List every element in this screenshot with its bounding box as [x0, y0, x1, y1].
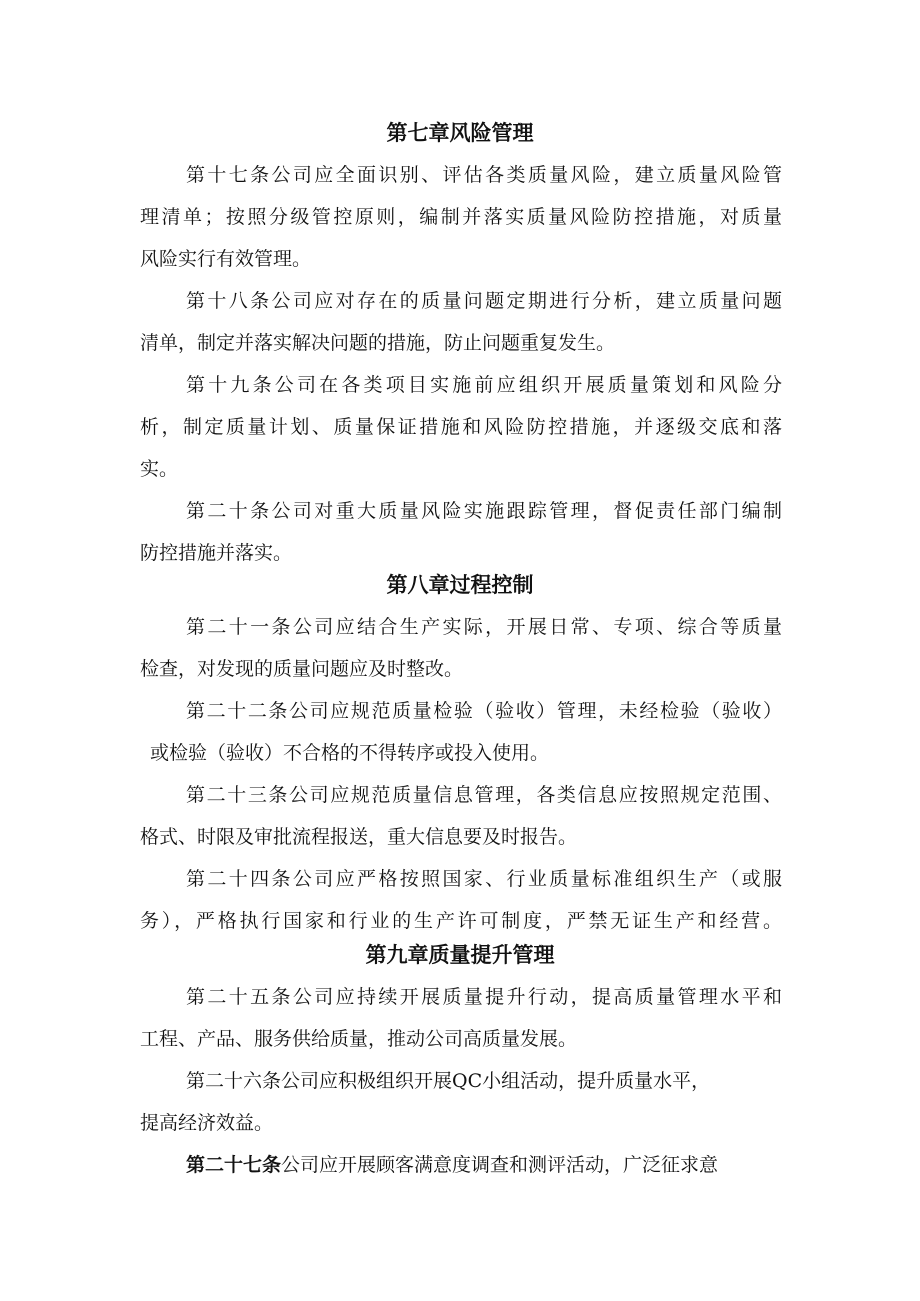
- paragraph-line: 或检验（验收）不合格的不得转序或投入使用。: [150, 742, 550, 764]
- chapter-heading: 第八章过程控制: [386, 573, 534, 597]
- paragraph-line: 清单，制定并落实解决问题的措施，防止问题重复发生。: [140, 332, 616, 354]
- paragraph-line: 务），严格执行国家和行业的生产许可制度，严禁无证生产和经营。: [140, 910, 782, 932]
- paragraph-line: [186, 1150, 782, 1180]
- article-text: 公司应开展顾客满意度调查和测评活动，广泛征求意: [281, 1154, 719, 1176]
- chapter-heading: 第七章风险管理: [386, 121, 534, 145]
- paragraph-line: 第二十二条公司应规范质量检验（验收）管理，未经检验（验收）: [186, 700, 782, 722]
- paragraph-line: 防控措施并落实。: [140, 542, 293, 564]
- paragraph-line: 检查，对发现的质量问题应及时整改。: [140, 658, 464, 680]
- paragraph-line: 第十七条公司应全面识别、评估各类质量风险，建立质量风险管: [186, 164, 782, 186]
- paragraph-line: 析，制定质量计划、质量保证措施和风险防控措施，并逐级交底和落: [140, 416, 782, 438]
- paragraph-line: 第二十四条公司应严格按照国家、行业质量标准组织生产（或服: [186, 868, 782, 890]
- paragraph-line: 实。: [140, 458, 179, 480]
- article-number: 第二十七条: [186, 1154, 282, 1176]
- paragraph-line: 风险实行有效管理。: [140, 248, 312, 270]
- paragraph-line: 工程、产品、服务供给质量，推动公司高质量发展。: [140, 1028, 578, 1050]
- paragraph-line: 第二十六条公司应积极组织开展QC小组活动，提升质量水平，: [186, 1070, 711, 1092]
- paragraph-line: 格式、时限及审批流程报送，重大信息要及时报告。: [140, 826, 578, 848]
- paragraph-line: 第十九条公司在各类项目实施前应组织开展质量策划和风险分: [186, 374, 782, 396]
- paragraph-line: 提高经济效益。: [140, 1112, 274, 1134]
- chapter-heading: 第九章质量提升管理: [365, 943, 555, 967]
- paragraph-line: 第二十条公司对重大质量风险实施跟踪管理，督促责任部门编制: [186, 500, 782, 522]
- paragraph-line: 第二十三条公司应规范质量信息管理，各类信息应按照规定范围、: [186, 784, 782, 806]
- paragraph-line: 第二十一条公司应结合生产实际，开展日常、专项、综合等质量: [186, 616, 782, 638]
- paragraph-line: 第十八条公司应对存在的质量问题定期进行分析，建立质量问题: [186, 290, 782, 312]
- paragraph-line: 理清单；按照分级管控原则，编制并落实质量风险防控措施，对质量: [140, 206, 782, 228]
- paragraph-line: 第二十五条公司应持续开展质量提升行动，提高质量管理水平和: [186, 986, 782, 1008]
